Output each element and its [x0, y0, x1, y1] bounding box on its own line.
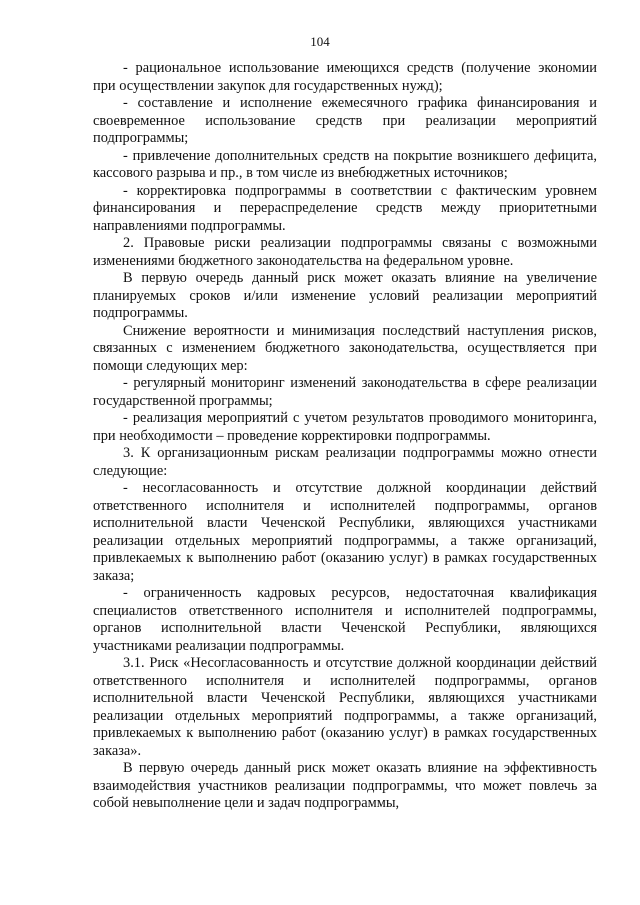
- document-body: [93, 60, 597, 813]
- paragraph-13: 3.1. Риск «Несогласованность и отсутствие должной координации действий ответственного исполнителя и исполнителей подпрограммы, органов исполнительной власти Чеченской Республики, являющихся участниками реализации отдельных мероприятий подпрограммы, а также организаций, привлекаемых к выполнению работ (оказанию услуг) в рамках государственных заказа».: [93, 655, 597, 759]
- paragraph-14: В первую очередь данный риск может оказать влияние на эффективность взаимодействия участников реализации подпрограммы, что может повлечь за собой невыполнение цели и задач подпрограммы,: [93, 760, 597, 811]
- paragraph-4: - корректировка подпрограммы в соответствии с фактическим уровнем финансирования и перераспределение средств между приоритетными направлениями подпрограммы.: [93, 182, 597, 234]
- paragraph-11: - несогласованность и отсутствие должной координации действий ответственного исполнителя и исполнителей подпрограммы, органов исполнительной власти Чеченской Республики, являющихся участниками реализации отдельных мероприятий подпрограммы, а также организаций, привлекаемых к выполнению работ (оказанию услуг) в рамках государственных заказа;: [93, 480, 597, 584]
- paragraph-1: - рациональное использование имеющихся средств (получение экономии при осуществлении закупок для государственных нужд);: [93, 60, 597, 94]
- paragraph-3: - привлечение дополнительных средств на покрытие возникшего дефицита, кассового разрыва и пр., в том числе из внебюджетных источников;: [93, 147, 597, 181]
- paragraph-7: Снижение вероятности и минимизация последствий наступления рисков, связанных с изменением бюджетного законодательства, осуществляется при помощи следующих мер:: [93, 322, 597, 374]
- paragraph-8: - регулярный мониторинг изменений законодательства в сфере реализации государственной программы;: [93, 375, 597, 409]
- paragraph-9: - реализация мероприятий с учетом результатов проводимого мониторинга, при необходимости – проведение корректировки подпрограммы.: [93, 410, 597, 444]
- paragraph-12: - ограниченность кадровых ресурсов, недостаточная квалификация специалистов ответственного исполнителя и исполнителей подпрограммы, органов исполнительной власти Чеченской Республики, являющихся участниками реализации подпрограммы.: [93, 585, 597, 654]
- page-number: 104: [310, 34, 330, 49]
- paragraph-6: В первую очередь данный риск может оказать влияние на увеличение планируемых сроков и/или изменение условий реализации мероприятий подпрограммы.: [93, 270, 597, 321]
- paragraph-2: - составление и исполнение ежемесячного графика финансирования и своевременное использование средств при реализации мероприятий подпрограммы;: [93, 95, 597, 146]
- paragraph-5: 2. Правовые риски реализации подпрограммы связаны с возможными изменениями бюджетного законодательства на федеральном уровне.: [93, 235, 597, 269]
- paragraph-10: 3. К организационным рискам реализации подпрограммы можно отнести следующие:: [93, 445, 597, 479]
